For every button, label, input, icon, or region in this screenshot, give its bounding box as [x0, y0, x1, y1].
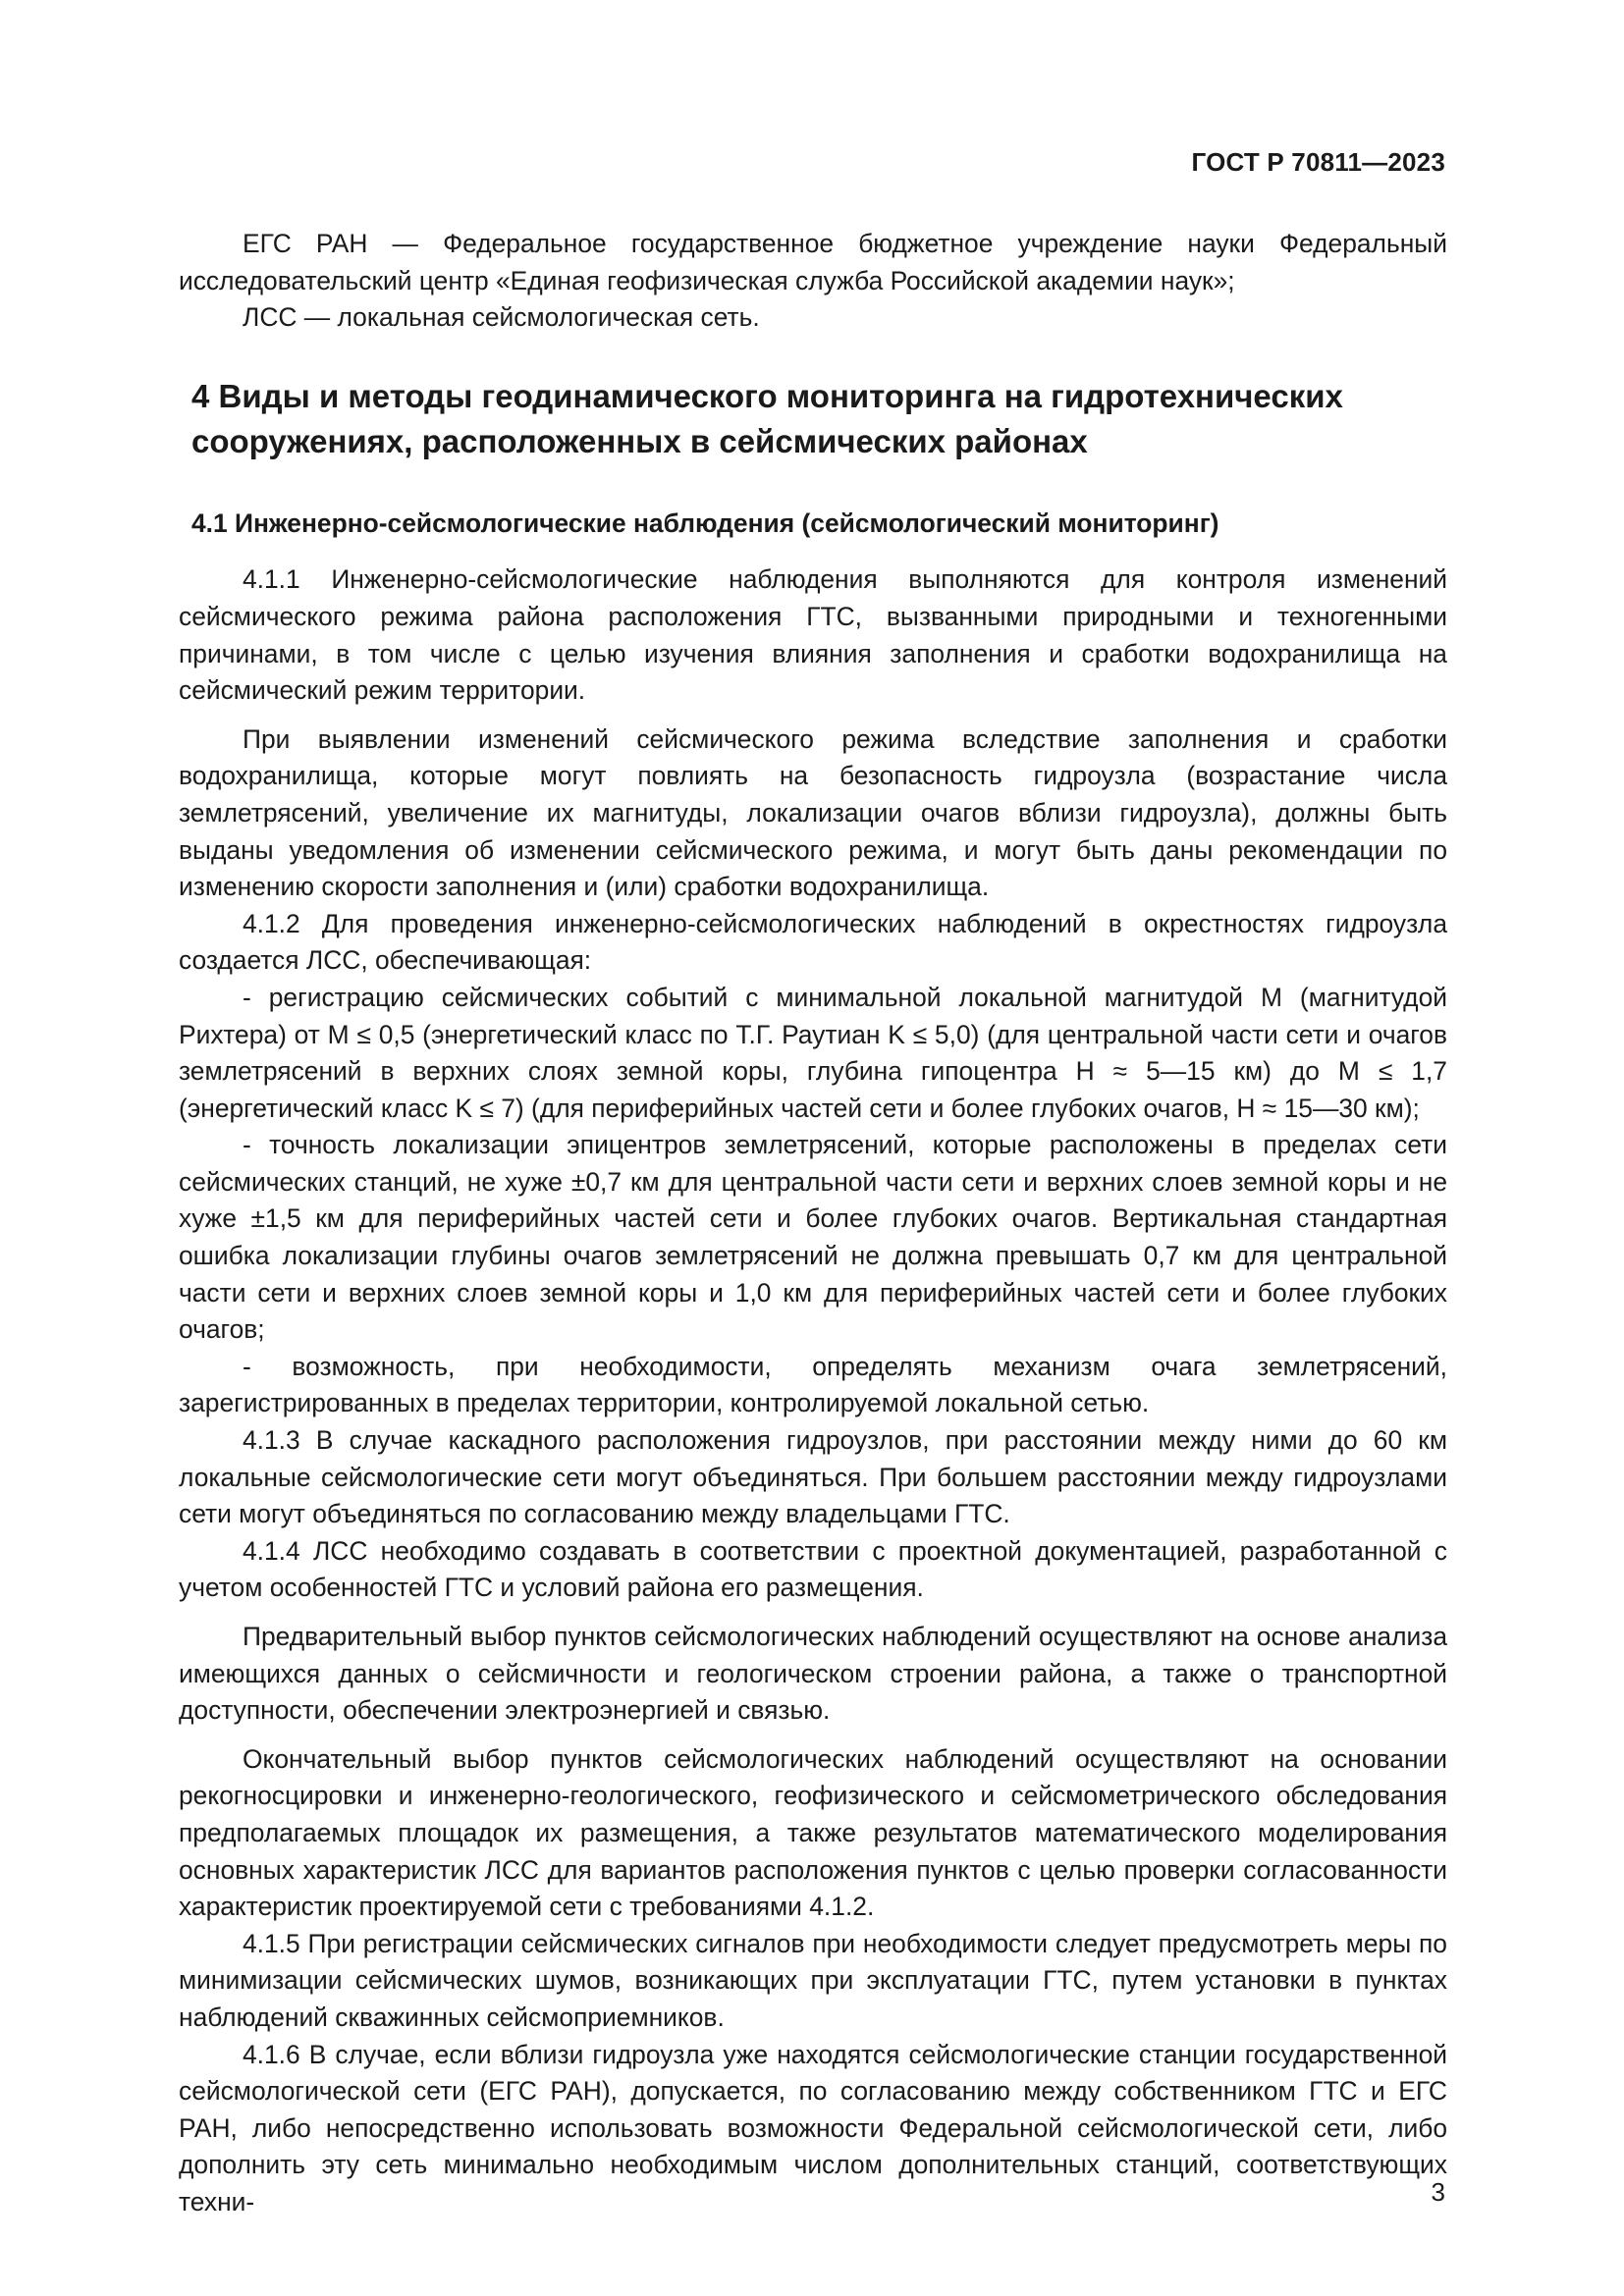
- paragraph-4-1-2: 4.1.2 Для проведения инженерно-сейсмологических наблюдений в окрестностях гидроузла создается ЛСС, обеспечивающая:: [179, 908, 1447, 976]
- paragraph-final-selection: Окончательный выбор пунктов сейсмологических наблюдений осуществляют на основании рекогносцировки и инженерно-геологического, геофизического и сейсмометрического обследования предполагаемых площадок их размещения, а также результатов математического моделирования основных характеристик ЛСС для вариантов расположения пунктов с целью проверки согласованности характеристик проектируемой сети с требованиями 4.1.2.: [179, 1743, 1447, 1922]
- subsection-title: 4.1 Инженерно-сейсмологические наблюдения (сейсмологический мониторинг): [191, 507, 1219, 538]
- paragraph-seismic-change: При выявлении изменений сейсмического режима вследствие заполнения и сработки водохранилища, которые могут повлиять на безопасность гидроузла (возрастание числа землетрясений, увеличение их магнитуды, локализации очагов вблизи гидроузла), должны быть выданы уведомления об изменении сейсмического режима, и могут быть даны рекомендации по изменению скорости заполнения и (или) сработки водохранилища.: [179, 723, 1447, 902]
- page-body: [179, 226, 1447, 2221]
- paragraph-4-1-3: 4.1.3 В случае каскадного расположения гидроузлов, при расстоянии между ними до 60 км локальные сейсмологические сети могут объединяться. При большем расстоянии между гидроузлами сети могут объединяться по согласованию между владельцами ГТС.: [179, 1425, 1447, 1529]
- page-number: 3: [1431, 2177, 1445, 2207]
- section-title: 4 Виды и методы геодинамического мониторинга на гидротехнических сооружениях, расположенных в сейсмических районах: [191, 377, 1343, 459]
- paragraph-preliminary-selection: Предварительный выбор пунктов сейсмологических наблюдений осуществляют на основе анализа имеющихся данных о сейсмичности и геологическом строении района, а также о транспортной доступности, обеспечении электроэнергией и связью.: [179, 1622, 1447, 1726]
- paragraph-4-1-5: 4.1.5 При регистрации сейсмических сигналов при необходимости следует предусмотреть меры по минимизации сейсмических шумов, возникающих при эксплуатации ГТС, путем установки в пунктах наблюдений скважинных сейсмоприемников.: [179, 1928, 1447, 2032]
- abbreviation-egs-ran: ЕГС РАН — Федеральное государственное бюджетное учреждение науки Федеральный исследовательский центр «Единая геофизическая служба Российской академии наук»;: [179, 229, 1447, 295]
- abbreviation-lss: ЛСС — локальная сейсмологическая сеть.: [243, 302, 760, 333]
- document-header: ГОСТ Р 70811—2023: [1191, 147, 1445, 177]
- paragraph-4-1-4: 4.1.4 ЛСС необходимо создавать в соответствии с проектной документацией, разработанной с учетом особенностей ГТС и условий района его размещения.: [179, 1535, 1447, 1603]
- paragraph-4-1-6: 4.1.6 В случае, если вблизи гидроузла уже находятся сейсмологические станции государственной сейсмологической сети (ЕГС РАН), допускается, по согласованию между собственником ГТС и ЕГС РАН, либо непосредственно использовать возможности Федеральной сейсмологической сети, либо дополнить эту сеть минимально необходимым числом дополнительных станций, соответствующих техни-: [179, 2039, 1447, 2216]
- list-item-accuracy: - точность локализации эпицентров землетрясений, которые расположены в пределах сети сейсмических станций, не хуже ±0,7 км для центральной части сети и верхних слоев земной коры и не хуже ±1,5 км для периферийных частей сети и более глубоких очагов. Вертикальная стандартная ошибка локализации глубины очагов землетрясений не должна превышать 0,7 км для центральной части сети и верхних слоев земной коры и 1,0 км для периферийных частей сети и более глубоких очагов;: [179, 1130, 1447, 1345]
- paragraph-4-1-1: 4.1.1 Инженерно-сейсмологические наблюдения выполняются для контроля изменений сейсмического режима района расположения ГТС, вызванными природными и техногенными причинами, в том числе с целью изучения влияния заполнения и сработки водохранилища на сейсмический режим территории.: [179, 564, 1447, 706]
- list-item-registration: - регистрацию сейсмических событий с минимальной локальной магнитудой M (магнитудой Рихтера) от M ≤ 0,5 (энергетический класс по Т.Г. Раутиан K ≤ 5,0) (для центральной части сети и очагов землетрясений в верхних слоях земной коры, глубина гипоцентра H ≈ 5—15 км) до M ≤ 1,7 (энергетический класс K ≤ 7) (для периферийных частей сети и более глубоких очагов, H ≈ 15—30 км);: [179, 982, 1447, 1123]
- list-item-mechanism: - возможность, при необходимости, определять механизм очага землетрясений, зарегистрированных в пределах территории, контролируемой локальной сетью.: [179, 1351, 1447, 1418]
